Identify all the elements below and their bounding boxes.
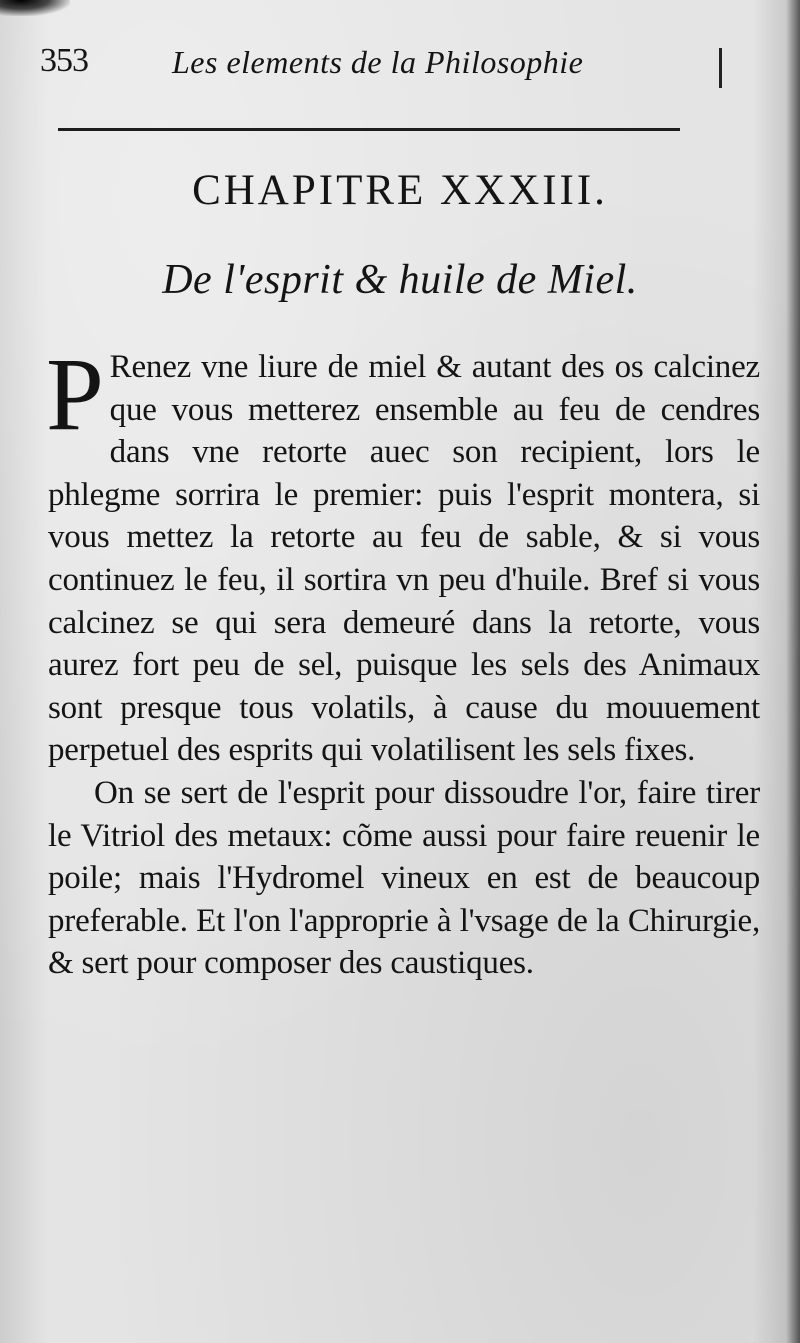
- running-header: [40, 40, 730, 100]
- running-title: Les elements de la Philosophie: [172, 44, 584, 80]
- paragraph-1: [46, 337, 760, 772]
- drop-cap: P: [46, 337, 104, 452]
- chapter-title: CHAPITRE XXXIII.: [192, 167, 608, 214]
- paragraph-1-text: Renez vne liure de miel & autant des os calcinez que vous metterez ensemble au feu de cendres dans vne retorte auec son recipient, lors le phlegme sorrira le premier: puis l'esprit montera, si vous mettez la retorte au feu de sable, & si vous continuez le feu, il sortira vn peu d'huile. Bref si vous calcinez se qui sera demeuré dans la retorte, vous aurez fort peu de sel, puisque les sels des Animaux sont presque tous volatils, à cause du mouuement perpetuel des esprits qui volatilisent les sels fixes.: [48, 349, 760, 769]
- header-mark: [719, 48, 722, 88]
- ink-blot: [0, 0, 70, 16]
- paragraph-2: On se sert de l'esprit pour dissoudre l'or, faire tirer le Vitriol des metaux: cõme aussi pour faire reuenir le poile; mais l'Hydromel vineux en est de beaucoup preferable. Et l'on l'approprie à l'vsage de la Chirurgie, & sert pour composer des caustiques.: [48, 774, 760, 982]
- chapter-body: [46, 337, 760, 985]
- chapter-subtitle: De l'esprit & huile de Miel.: [162, 257, 638, 303]
- header-rule: [58, 128, 680, 131]
- page-number: 353: [40, 42, 88, 79]
